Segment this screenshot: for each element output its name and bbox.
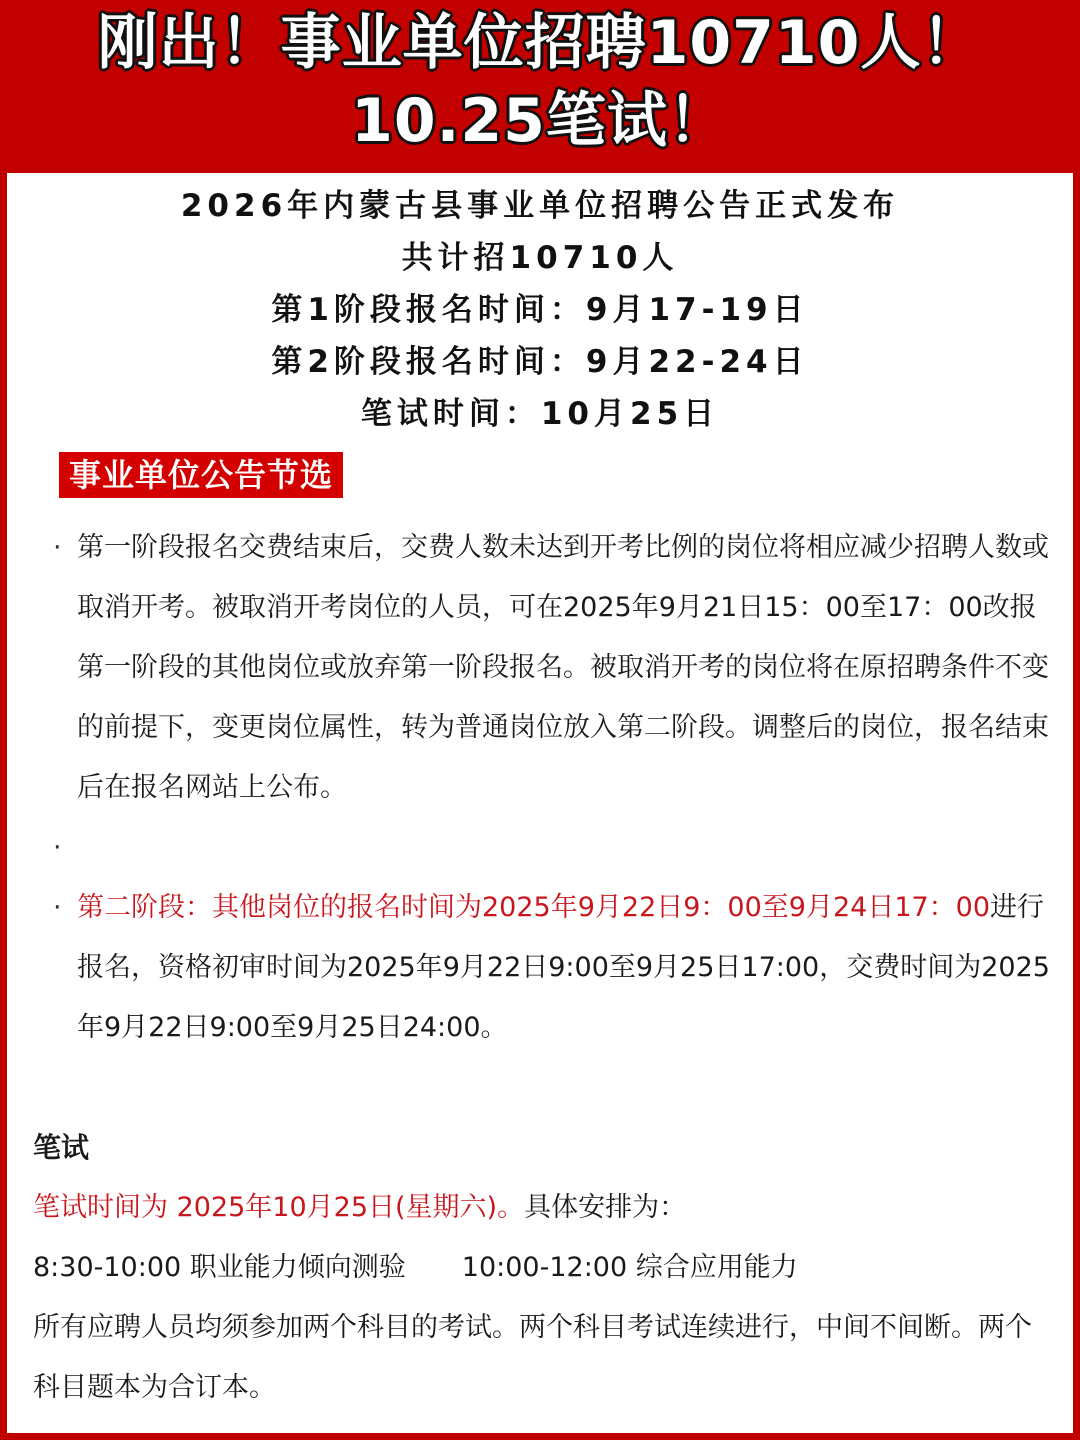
summary-stage2-registration: 第2阶段报名时间：9月22-24日 — [271, 344, 809, 380]
bullet-dot: · — [53, 532, 62, 563]
summary-total-hires: 共计招10710人 — [401, 240, 679, 276]
bullet-dot: · — [53, 892, 62, 923]
list-item — [47, 818, 1062, 878]
exam-time-highlight: 笔试时间为 2025年10月25日(星期六)。 — [33, 1192, 525, 1223]
bullet-dot: · — [53, 832, 62, 863]
notice-list — [47, 518, 1062, 1058]
exam-time-line — [33, 1178, 1043, 1238]
title-banner — [0, 0, 1080, 173]
exam-note: 所有应聘人员均须参加两个科目的考试。两个科目考试连续进行，中间不间断。两个科目题本为合订本。 — [33, 1312, 1032, 1403]
exam-heading: 笔试 — [33, 1131, 90, 1164]
notice-stage1-text: 第一阶段报名交费结束后，交费人数未达到开考比例的岗位将相应减少招聘人数或取消开考。被取消开考岗位的人员，可在2025年9月21日15：00至17：00改报第一阶段的其他岗位或放弃第一阶段报名。被取消开考的岗位将在原招聘条件不变的前提下，变更岗位属性，转为普通岗位放入第二阶段。调整后的岗位，报名结束后在报名网站上公布。 — [77, 532, 1049, 803]
exam-session-2: 10:00-12:00 综合应用能力 — [461, 1252, 798, 1283]
section-tag: 事业单位公告节选 — [59, 452, 343, 498]
summary-announcement: 2026年内蒙古县事业单位招聘公告正式发布 — [180, 188, 900, 224]
summary-block — [7, 180, 1073, 440]
exam-schedule-line — [33, 1238, 1043, 1298]
list-item — [47, 878, 1062, 1058]
summary-stage1-registration: 第1阶段报名时间：9月17-19日 — [271, 292, 809, 328]
notice-stage2-highlight: 第二阶段：其他岗位的报名时间为2025年9月22日9：00至9月24日17：00 — [77, 892, 991, 923]
notice-stage2-text: 进行报名，资格初审时间为2025年9月22日9:00至9月25日17:00，交费时间为2025年9月22日9:00至9月25日24:00。 — [77, 892, 1050, 1043]
banner-headline: 刚出！事业单位招聘10710人！ — [97, 8, 983, 78]
summary-exam-date: 笔试时间：10月25日 — [360, 396, 720, 432]
list-item — [47, 518, 1062, 818]
banner-subheadline: 10.25笔试！ — [351, 86, 729, 156]
exam-section — [33, 1118, 1043, 1418]
exam-time-rest: 具体安排为： — [524, 1192, 687, 1223]
exam-session-1: 8:30-10:00 职业能力倾向测验 — [33, 1252, 406, 1283]
